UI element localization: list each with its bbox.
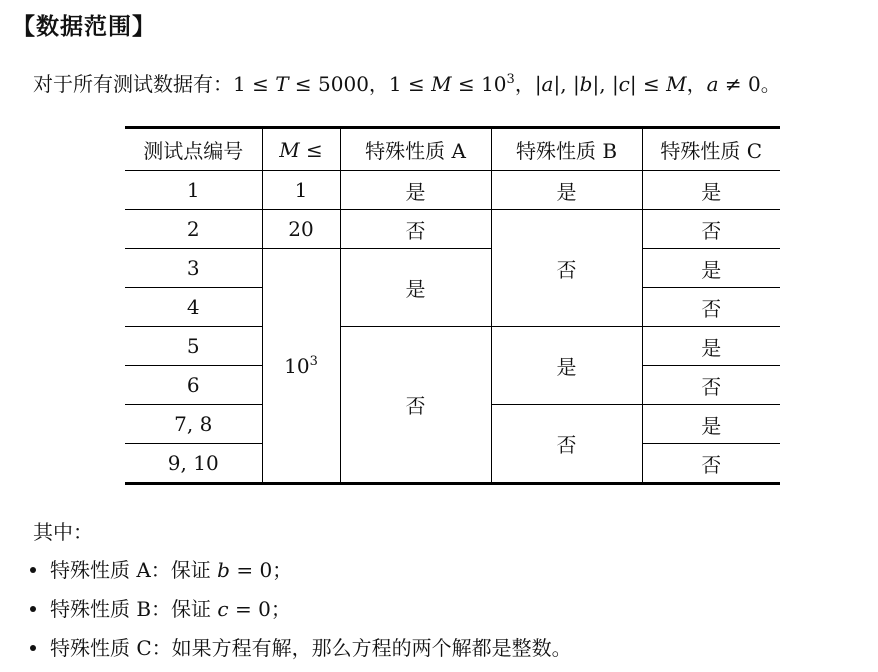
- nonzero-tail: ≠ 0。: [718, 72, 781, 96]
- test-data-table: [125, 126, 780, 485]
- header-test-id: 测试点编号: [125, 128, 262, 171]
- cell-m-limit: [262, 249, 340, 484]
- cell-property-a: 否: [340, 210, 491, 249]
- property-b-label: 特殊性质 B：保证: [50, 597, 218, 621]
- t-variable: T: [275, 72, 289, 96]
- header-property-b: 特殊性质 B: [491, 128, 642, 171]
- separator: ，: [514, 72, 535, 96]
- bullet-icon: [30, 606, 36, 612]
- m-upper-exponent: 3: [506, 72, 515, 87]
- m-limit-exponent: 3: [309, 353, 318, 369]
- m-limit-base: 10: [284, 353, 310, 378]
- cell-m-limit: 1: [262, 171, 340, 210]
- m-upper-bound: ≤ 10: [451, 72, 507, 96]
- property-c-text: 特殊性质 C：如果方程有解，那么方程的两个解都是整数。: [50, 636, 572, 660]
- separator: ，: [686, 72, 707, 96]
- t-lower-bound: 1 ≤: [233, 72, 276, 96]
- cell-test-id: 7, 8: [125, 405, 262, 444]
- cell-m-limit: 20: [262, 210, 340, 249]
- property-b-var: c: [217, 597, 229, 621]
- cell-property-b: 否: [491, 405, 642, 484]
- header-property-a: 特殊性质 A: [340, 128, 491, 171]
- t-upper-bound: ≤ 5000，: [288, 72, 389, 96]
- cell-test-id: 3: [125, 249, 262, 288]
- cell-property-b: 是: [491, 171, 642, 210]
- list-item-property-a: [28, 555, 572, 594]
- cell-test-id: 6: [125, 366, 262, 405]
- abs-b: |b|: [572, 72, 600, 96]
- cell-property-b: 否: [491, 210, 642, 327]
- constraint-line: 对于所有测试数据有：1 ≤ T ≤ 5000，$1 \le M \le 10^3$，|a|, |b|, |c| ≤ M，a ≠ 0。: [33, 72, 781, 96]
- table-row: [125, 249, 780, 288]
- cell-property-c: 否: [642, 444, 780, 484]
- property-b-tail: = 0；: [228, 597, 291, 621]
- cell-test-id: 1: [125, 171, 262, 210]
- cell-property-c: 是: [642, 171, 780, 210]
- cell-test-id: 4: [125, 288, 262, 327]
- m-lower-bound: 1 ≤: [388, 72, 432, 96]
- cell-property-c: 否: [642, 366, 780, 405]
- cell-property-c: 否: [642, 210, 780, 249]
- cell-test-id: 9, 10: [167, 451, 219, 475]
- cell-property-a: 否: [340, 327, 491, 484]
- property-a-tail: = 0；: [229, 558, 293, 582]
- header-m-limit: [262, 128, 340, 171]
- cell-property-c: 是: [642, 249, 780, 288]
- abs-m: M: [666, 72, 687, 96]
- cell-test-id: 2: [125, 210, 262, 249]
- section-label: 其中：: [33, 520, 93, 544]
- list-item-property-c: [28, 633, 572, 672]
- constraint-prefix: 对于所有测试数据有：: [33, 72, 233, 96]
- m-variable: M: [431, 72, 452, 96]
- cell-property-c: 是: [642, 405, 780, 444]
- table-row: [125, 210, 780, 249]
- a-variable: a: [706, 72, 719, 96]
- table-row: [125, 327, 780, 366]
- cell-property-c: 是: [642, 327, 780, 366]
- abs-le: ≤: [636, 72, 667, 96]
- bullet-icon: [30, 567, 36, 573]
- header-property-c: 特殊性质 C: [642, 128, 780, 171]
- cell-property-c: 否: [642, 288, 780, 327]
- table-header-row: [125, 128, 780, 171]
- abs-c: |c|: [611, 72, 637, 96]
- cell-property-b: 是: [491, 327, 642, 405]
- property-list: [28, 555, 572, 672]
- property-a-var: b: [217, 558, 230, 582]
- header-m-var: M: [279, 137, 300, 162]
- property-a-label: 特殊性质 A：保证: [50, 558, 218, 582]
- section-heading: 【数据范围】: [12, 14, 156, 40]
- cell-test-id: 5: [125, 327, 262, 366]
- abs-a: |a|: [534, 72, 561, 96]
- cell-property-a: 是: [340, 171, 491, 210]
- table-row: [125, 171, 780, 210]
- header-m-op: ≤: [299, 137, 323, 162]
- list-item-property-b: [28, 594, 572, 633]
- cell-property-a: 是: [340, 249, 491, 327]
- bullet-icon: [30, 645, 36, 651]
